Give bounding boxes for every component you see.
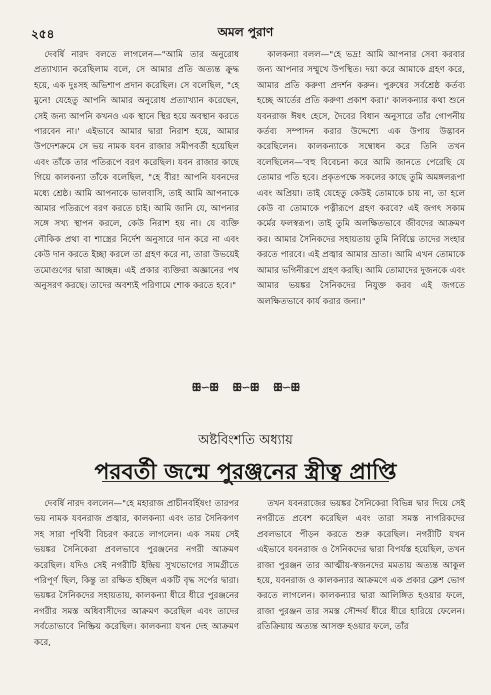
section-divider-ornaments (0, 381, 491, 395)
running-header-title: অমল পুরাণ (217, 25, 274, 39)
ornament-icon: ꕥ∽ꕥ (191, 381, 219, 394)
page-number: ২৫৪ (31, 27, 55, 41)
chapter-title-rule (102, 481, 389, 482)
bottom-left-column (34, 497, 239, 651)
bottom-right-column (257, 497, 465, 636)
paragraph: কালকন্যা বলল—"হে ভদ্র! আমি আপনার সেবা করবার জন্য আপনার সম্মুখে উপস্থিত। দয়া করে আমাকে গ্রহণ করে, আমার প্রতি করুণা প্রদর্শন করুন। পুরুষের সর্বশ্রেষ্ঠ কর্তব্য হচ্ছে আর্তের প্রতি করুণা প্রকাশ করা।' কালকন্যার কথা শুনে যবনরাজ ঈষৎ হেসে, দৈবের বিধান অনুসারে তাঁর গোপনীয় কর্তব্য সম্পাদন করার উদ্দেশ্যে এক উপায় উদ্ভাবন করেছিলেন। কালকন্যাকে সম্বোধন করে তিনি তখন বলেছিলেন—'বহু বিবেচনা করে আমি জানতে পেরেছি যে তোমার পতি হবে। প্রকৃতপক্ষে সকলের কাছে তুমি অমঙ্গলরূপা এবং অপ্রিয়া। তাই যেহেতু কেউই তোমাকে চায় না, তা হলে কেউ বা তোমাকে পত্নীরূপে গ্রহণ করবে? এই জগৎ সকাম কর্মের ফলস্বরূপ। তাই তুমি অলক্ষিতভাবে জীবদের আক্রমণ কর। আমার সৈনিকদের সহায়তায় তুমি নির্বিঘ্নে তাদের সংহার করতে পারবে। এই প্রজ্বার আমার ভ্রাতা। আমি এখন তোমাকে আমার ভগিনীরূপে গ্রহণ করছি। আমি তোমাদের দুজনকে এবং আমার ভয়ঙ্কর সৈনিকদের নিযুক্ত করব এই জগতে অলক্ষিতভাবে কার্য করার জন্য।" (257, 50, 465, 307)
ornament-icon: ꕥ∽ꕥ (272, 381, 300, 394)
chapter-label: অষ্টবিংশতি অধ্যায় (198, 433, 293, 448)
paragraph: তখন যবনরাজের ভয়ঙ্কর সৈনিকেরা বিভিন্ন দ্বার দিয়ে সেই নগরীতে প্রবেশ করেছিল এবং তারা সমস্ত নাগরিকদের প্রবলভাবে পীড়ন করতে শুরু করেছিল। নগরীটি যখন এইভাবে যবনরাজ ও সৈনিকদের দ্বারা বিপর্যস্ত হয়েছিল, তখন রাজা পুরঞ্জন তার আত্মীয়-স্বজনদের মমতায় অত্যন্ত আকুল হয়ে, যবনরাজ ও কালকন্যার আক্রমণে এক প্রকার ক্লেশ ভোগ করতে লাগলেন। কালকন্যার দ্বারা আলিঙ্গিত হওয়ার ফলে, রাজা পুরঞ্জন তার সমস্ত সৌন্দর্য ধীরে ধীরে হারিয়ে ফেলেন। রতিক্রিয়ায় অত্যন্ত আসক্ত হওয়ার ফলে, তাঁর (257, 499, 465, 633)
paragraph: দেবর্ষি নারদ বললেন—"হে মহারাজ প্রাচীনবর্হিষং! তারপর ভয় নামক যবনরাজ প্রজ্বার, কালকন্যা এবং তার সৈনিকগণ সহ সারা পৃথিবী বিচরণ করতে লাগলেন। এক সময় সেই ভয়ঙ্কর সৈনিকেরা প্রবলভাবে পুরঞ্জনের নগরী আক্রমণ করেছিল। যদিও সেই নগরীটি ইন্দ্রিয় সুখভোগের সামগ্রীতে পরিপূর্ণ ছিল, কিন্তু তা রক্ষিত হচ্ছিল একটি বৃদ্ধ সর্পের দ্বারা। ভয়ঙ্কর সৈনিকদের সহায়তায়, কালকন্যা ধীরে ধীরে পুরঞ্জনের নগরীর সমস্ত অধিবাসীদের আক্রমণ করেছিল এবং তাদের সর্বতোভাবে নিষ্ক্রিয় করেছিল। কালকন্যা যখন দেহ আক্রমণ করে, (34, 499, 239, 648)
paragraph: দেবর্ষি নারদ বলতে লাগলেন—"আমি তার অনুরোধ প্রত্যাখ্যান করেছিলাম বলে, সে আমার প্রতি অত্যন্ত ক্রুদ্ধ হয়ে, এক দুঃসহ অভিশাপ প্রদান করেছিল। সে বলেছিল, "হে মুনে! যেহেতু আপনি আমার অনুরোধ প্রত্যাখ্যান করেছেন, সেই জন্য আপনি কখনও এক স্থানে স্থির হয়ে অবস্থান করতে পারবেন না।' এইভাবে আমার দ্বারা নিরাশ হয়ে, আমার উপদেশক্রমে সে ভয় নামক যবন রাজার সমীপবর্তী হয়েছিল এবং তাঁকে তার পতিরূপে বরণ করেছিল। যবন রাজার কাছে গিয়ে কালকন্যা তাঁকে বলেছিল, "হে বীর! আপনি যবনদের মধ্যে শ্রেষ্ঠ। আমি আপনাকে ভালবাসি, তাই আমি আপনাকে আমার পতিরূপে বরণ করতে চাই। আমি জানি যে, আপনার সঙ্গে সখ্য স্থাপন করলে, কেউ নিরাশ হয় না। যে ব্যক্তি লৌকিক প্রথা বা শাস্ত্রের নির্দেশ অনুসারে দান করে না এবং কেউ দান করতে ইচ্ছা করলে তা গ্রহণ করে না, তারা উভয়েই তমোগুণের দ্বারা আচ্ছন্ন। এই প্রকার ব্যক্তিরা অজ্ঞানের পথ অনুসরণ করছে। তাদের অবশ্যই পরিণামে শোক করতে হবে।" (34, 50, 239, 292)
chapter-title: পরবর্তী জন্মে পুরঞ্জনের স্ত্রীত্ব প্রাপ্তি (94, 459, 397, 485)
top-right-column (257, 48, 465, 310)
ornament-icon: ꕥ∽ꕥ (232, 381, 259, 394)
top-left-column (34, 48, 239, 295)
